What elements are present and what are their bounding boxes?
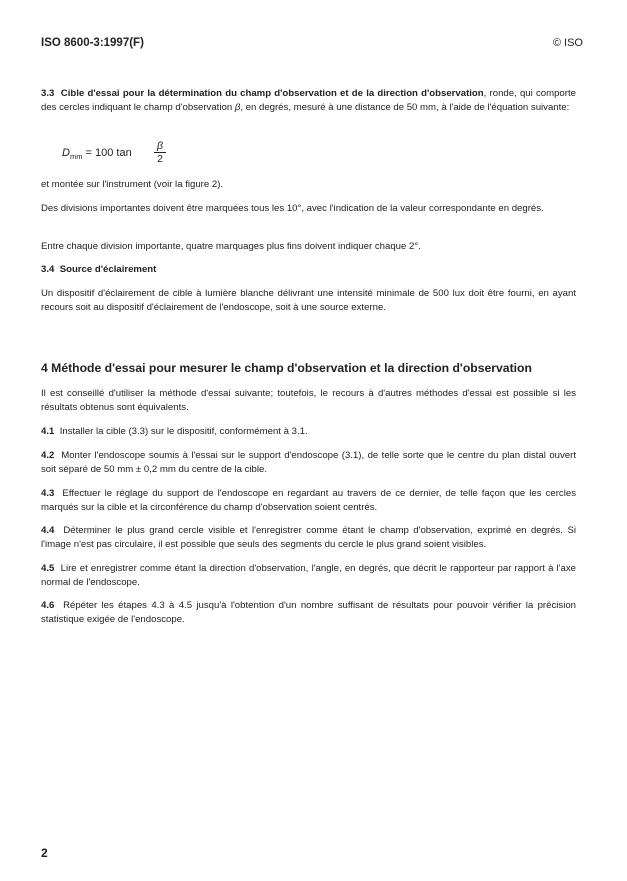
step-4-5 [41,562,576,589]
section-3-3-divisions [41,202,576,216]
section-3-3-paragraph [41,87,576,114]
equation-rhs: = 100 tan [82,147,132,159]
equation-field-of-view [62,140,262,170]
method-intro-text: Il est conseillé d'utiliser la méthode d'essai suivante; toutefois, le recours à d'autres méthodes d'essai est possible si les résultats obtenus sont équivalents. [41,388,576,413]
equation-denominator: 2 [157,153,163,165]
section-3-3 [41,87,576,114]
section-3-3-text-a: , ronde, qui comporte des cercles indiquant le champ d'observation [41,88,576,113]
section-3-4-heading [41,263,576,277]
standard-reference: ISO 8600-3:1997(F) [41,37,144,49]
section-3-4-title: Source d'éclairement [59,264,157,275]
section-3-4-number: 3.4 [41,264,55,275]
divisions-text: Des divisions importantes doivent être marquées tous les 10°, avec l'indication de la valeur correspondante en degrés. [41,203,544,214]
step-text: Répéter les étapes 4.3 à 4.5 jusqu'à l'obtention d'un nombre suffisant de résultats pour pouvoir vérifier la précision statistique exigée de l'endoscope. [41,600,576,625]
equation-fraction [154,140,166,166]
step-number: 4.4 [41,525,55,536]
step-4-3 [41,487,576,514]
step-text: Installer la cible (3.3) sur le dispositif, conformément à 3.1. [59,426,308,437]
step-text: Déterminer le plus grand cercle visible et l'enregistrer comme étant le champ d'observation, exprimé en degrés. Si l'image n'est pas circulaire, il est possible que seuls des segments du cercle le plus grand soient visibles. [41,525,576,550]
step-number: 4.5 [41,563,55,574]
step-4-6 [41,599,576,626]
section-3-3-title: Cible d'essai pour la détermination du champ d'observation et de la direction d'observation [60,88,484,99]
step-4-4 [41,524,576,551]
step-number: 4.2 [41,450,55,461]
fine-marks-text: Entre chaque division importante, quatre marquages plus fins doivent indiquer chaque 2°. [41,241,421,252]
step-number: 4.1 [41,426,55,437]
beta-symbol: β [234,101,241,113]
section-3-3-after-equation [41,178,576,192]
equation-subscript: mm [69,152,83,161]
step-text: Monter l'endoscope soumis à l'essai sur le support d'endoscope (3.1), de telle sorte que le centre du plan distal ouvert soit séparé de 50 mm ± 0,2 mm du centre de la cible. [41,450,576,475]
after-equation-text: et montée sur l'instrument (voir la figure 2). [41,179,224,190]
section-3-4-text [41,287,576,314]
section-3-3-fine-marks [41,240,576,254]
equation-variable: D [62,147,70,159]
page-number: 2 [41,846,48,860]
copyright-notice: © ISO [552,37,583,49]
section-4-intro [41,387,576,414]
step-text: Lire et enregistrer comme étant la direction d'observation, l'angle, en degrés, que décrit le rapporteur par rapport à l'axe normal de l'endoscope. [41,563,576,588]
step-4-2 [41,449,576,476]
equation-numerator: β [154,140,166,153]
section-3-3-number: 3.3 [41,88,55,99]
step-number: 4.6 [41,600,55,611]
section-4-heading: 4 Méthode d'essai pour mesurer le champ d'observation et la direction d'observation [41,361,532,375]
step-4-1 [41,425,576,439]
step-text: Effectuer le réglage du support de l'endoscope en regardant au travers de ce dernier, de telle façon que les cercles marqués sur la cible et la circonférence du champ d'observation soient centrés. [41,488,576,513]
illumination-text: Un dispositif d'éclairement de cible à lumière blanche délivrant une intensité minimale de 500 lux doit être fourni, en ayant recours soit au dispositif d'éclairement de l'endoscope, soit à une source externe. [41,288,576,313]
step-number: 4.3 [41,488,55,499]
section-3-3-text-b: , en degrés, mesuré à une distance de 50 mm, à l'aide de l'équation suivante: [240,101,570,113]
